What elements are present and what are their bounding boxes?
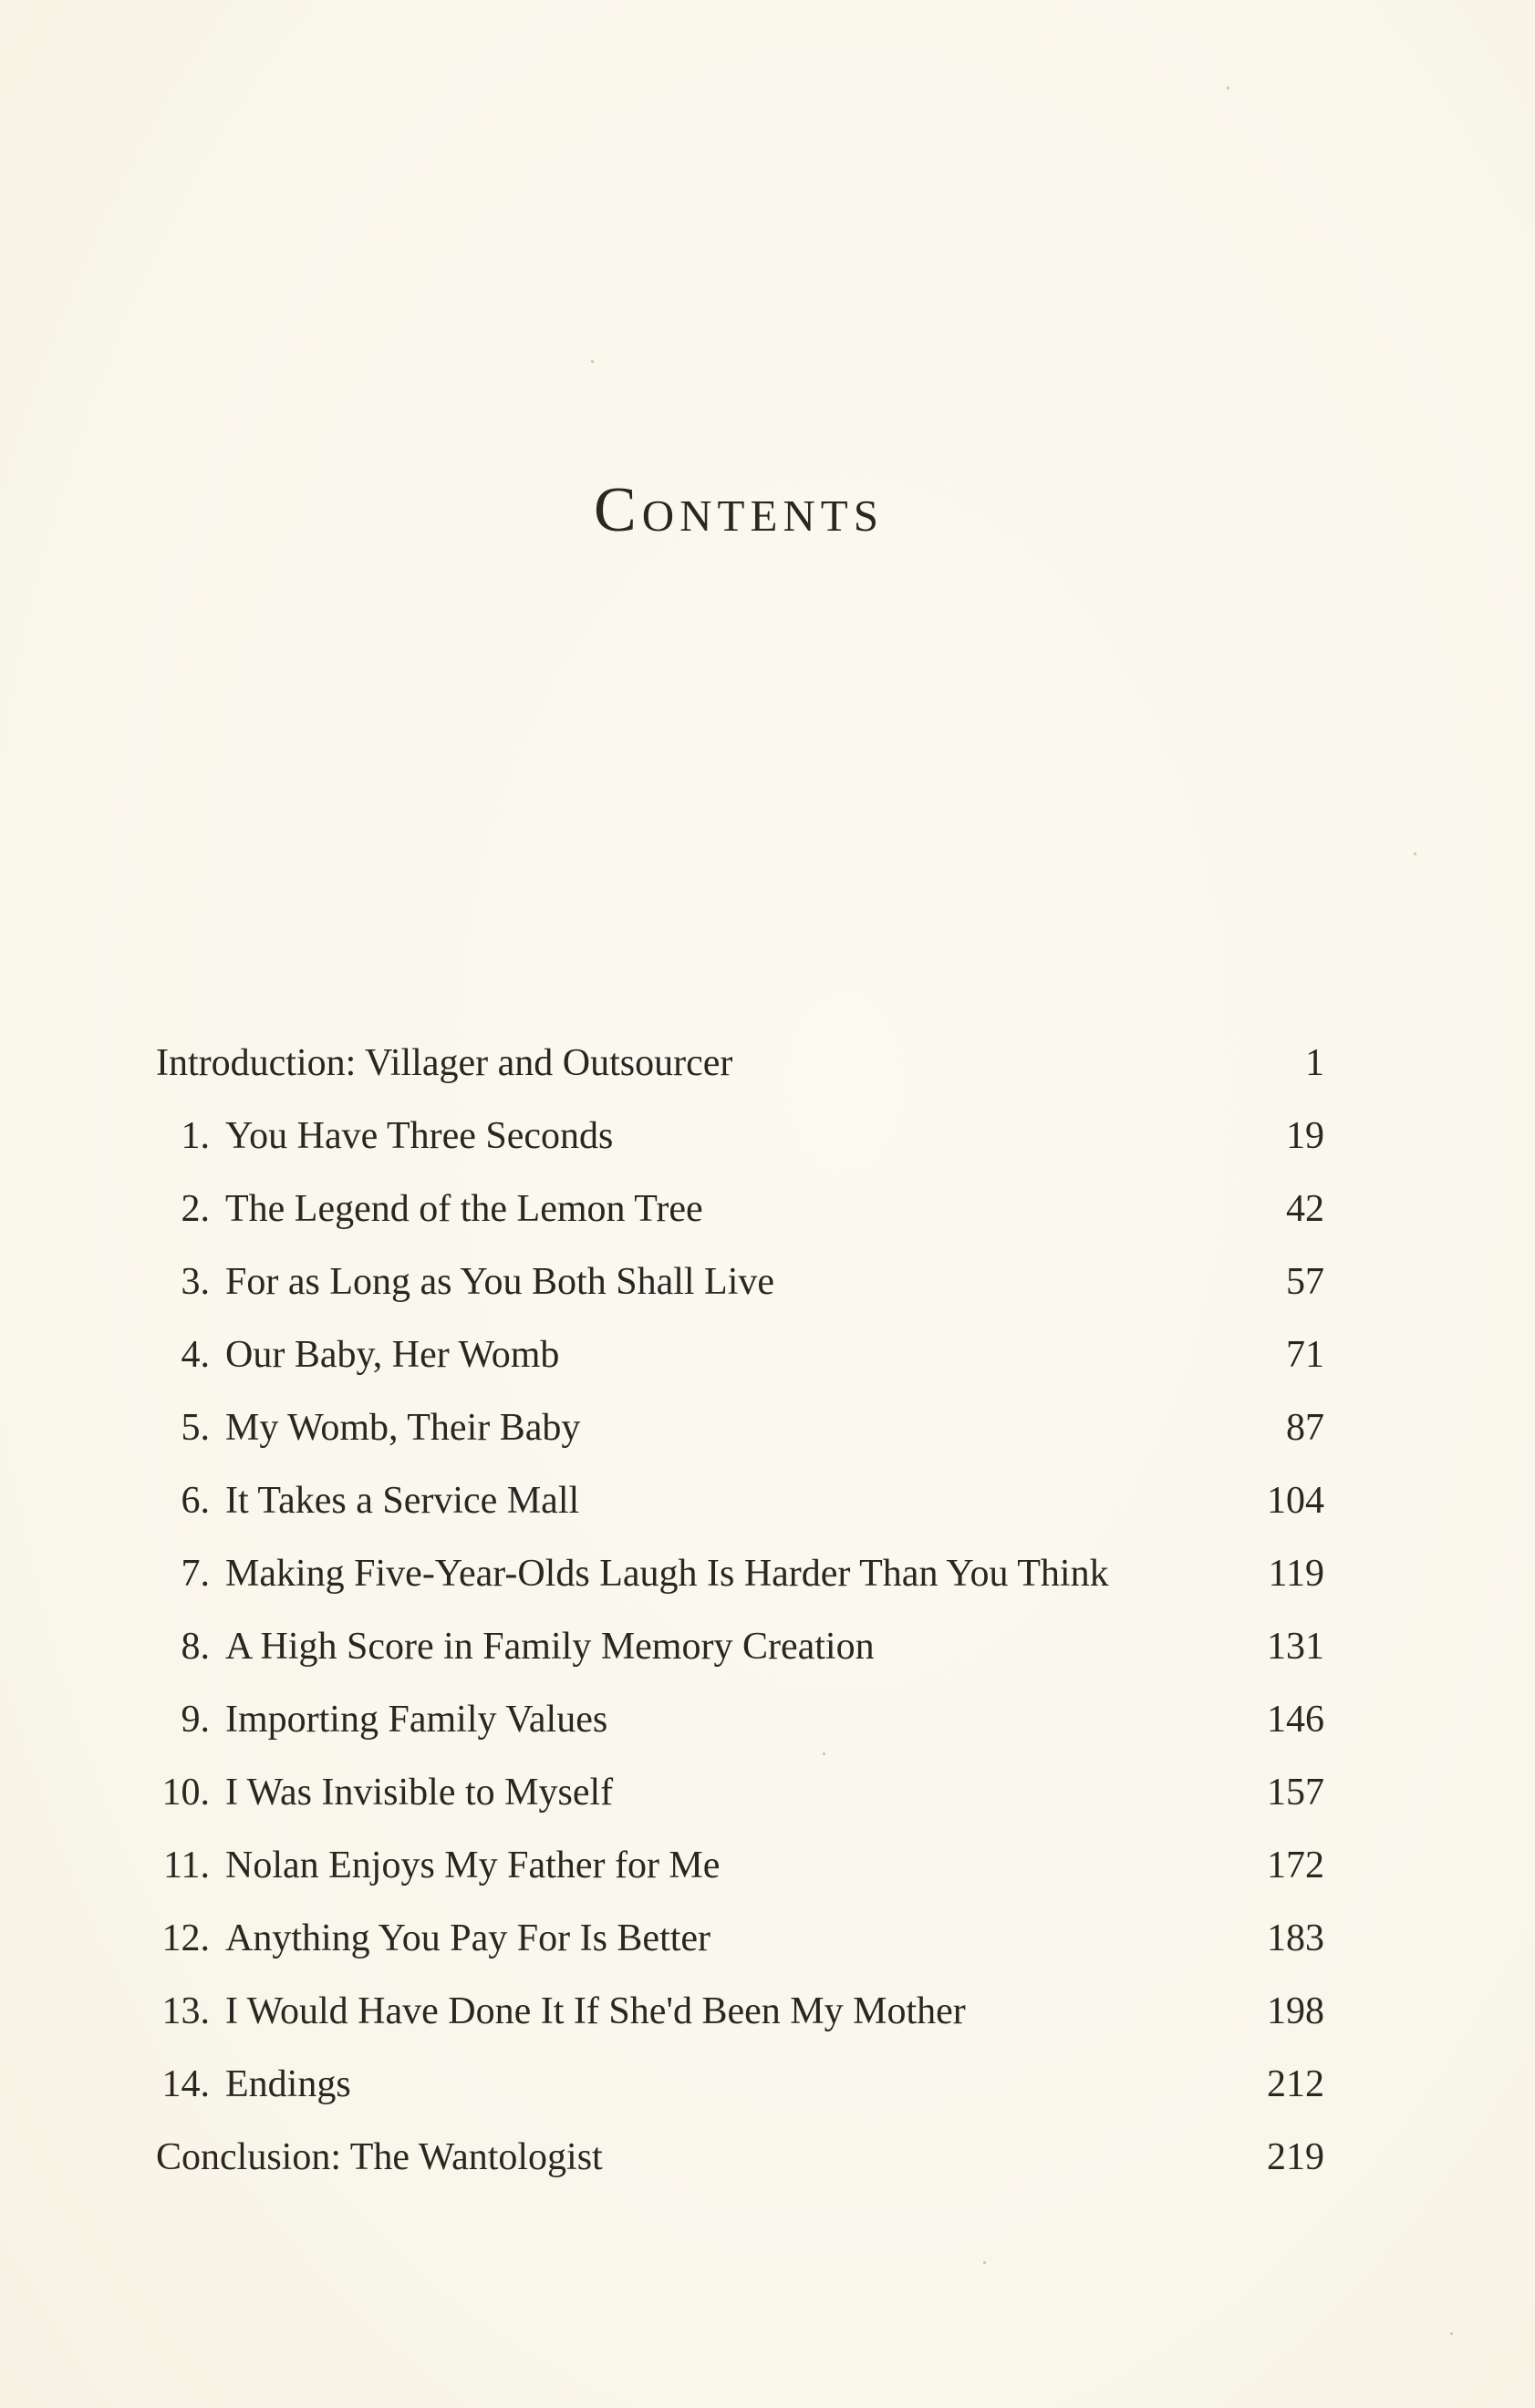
- chapter-title: The Legend of the Lemon Tree: [225, 1188, 703, 1230]
- page-number: 42: [1286, 1188, 1324, 1230]
- toc-entry: [0, 1393, 1535, 1466]
- chapter-number: 13.: [161, 1990, 210, 2032]
- page-number: 212: [1267, 2063, 1324, 2105]
- paper-speck: [591, 360, 594, 363]
- chapter-number: 6.: [181, 1480, 210, 1522]
- chapter-title: Making Five-Year-Olds Laugh Is Harder Than You Think: [225, 1553, 1109, 1595]
- toc-entry: [0, 1685, 1535, 1758]
- chapter-title: Importing Family Values: [225, 1699, 608, 1741]
- toc-entry: [0, 1758, 1535, 1831]
- chapter-title: It Takes a Service Mall: [225, 1480, 580, 1522]
- toc-entry: [0, 1320, 1535, 1393]
- page-number: 219: [1267, 2136, 1324, 2178]
- page-number: 87: [1286, 1407, 1324, 1449]
- chapter-title: Nolan Enjoys My Father for Me: [225, 1845, 721, 1886]
- chapter-number: 9.: [181, 1699, 210, 1741]
- chapter-number: 2.: [181, 1188, 210, 1230]
- chapter-number: 1.: [181, 1115, 210, 1157]
- toc-entry: [0, 1101, 1535, 1174]
- page-number: 19: [1286, 1115, 1324, 1157]
- page-number: 157: [1267, 1772, 1324, 1814]
- page-number: 172: [1267, 1845, 1324, 1886]
- chapter-title: Conclusion: The Wantologist: [156, 2136, 603, 2178]
- page-number: 119: [1268, 1553, 1324, 1595]
- chapter-title: My Womb, Their Baby: [225, 1407, 581, 1449]
- toc-entry: [0, 1977, 1535, 2050]
- toc-entry: [0, 1028, 1535, 1101]
- chapter-title: A High Score in Family Memory Creation: [225, 1626, 875, 1668]
- page-title: Contents: [594, 475, 884, 545]
- toc-entry: [0, 1612, 1535, 1685]
- toc-entry: [0, 1247, 1535, 1320]
- chapter-number: 12.: [161, 1917, 210, 1959]
- toc-entry: [0, 1539, 1535, 1612]
- toc-entry: [0, 1466, 1535, 1539]
- toc-entry: [0, 1174, 1535, 1247]
- chapter-number: 5.: [181, 1407, 210, 1449]
- chapter-title: I Would Have Done It If She'd Been My Mother: [225, 1990, 966, 2032]
- page-number: 131: [1267, 1626, 1324, 1668]
- page-number: 71: [1286, 1334, 1324, 1376]
- page-number: 183: [1267, 1917, 1324, 1959]
- paper-speck: [1450, 2332, 1453, 2335]
- chapter-title: Endings: [225, 2063, 351, 2105]
- page-number: 198: [1267, 1990, 1324, 2032]
- page-number: 1: [1305, 1042, 1324, 1084]
- page-number: 146: [1267, 1699, 1324, 1741]
- chapter-title: Introduction: Villager and Outsourcer: [156, 1042, 733, 1084]
- chapter-number: 14.: [161, 2063, 210, 2105]
- chapter-title: I Was Invisible to Myself: [225, 1772, 614, 1814]
- chapter-number: 8.: [181, 1626, 210, 1668]
- chapter-title: For as Long as You Both Shall Live: [225, 1261, 775, 1303]
- paper-speck: [823, 1752, 825, 1755]
- toc-entry: [0, 1831, 1535, 1904]
- chapter-title: Our Baby, Her Womb: [225, 1334, 560, 1376]
- chapter-number: 4.: [181, 1334, 210, 1376]
- chapter-number: 3.: [181, 1261, 210, 1303]
- toc-entry: [0, 1904, 1535, 1977]
- chapter-number: 7.: [181, 1553, 210, 1595]
- page-number: 57: [1286, 1261, 1324, 1303]
- toc-entry: [0, 2123, 1535, 2196]
- table-of-contents: [0, 1028, 1535, 2196]
- chapter-number: 11.: [163, 1845, 210, 1886]
- page-number: 104: [1267, 1480, 1324, 1522]
- paper-speck: [983, 2261, 986, 2264]
- chapter-title: You Have Three Seconds: [225, 1115, 614, 1157]
- paper-speck: [1414, 853, 1416, 855]
- paper-speck: [1227, 87, 1229, 89]
- chapter-title: Anything You Pay For Is Better: [225, 1917, 711, 1959]
- chapter-number: 10.: [161, 1772, 210, 1814]
- toc-entry: [0, 2050, 1535, 2123]
